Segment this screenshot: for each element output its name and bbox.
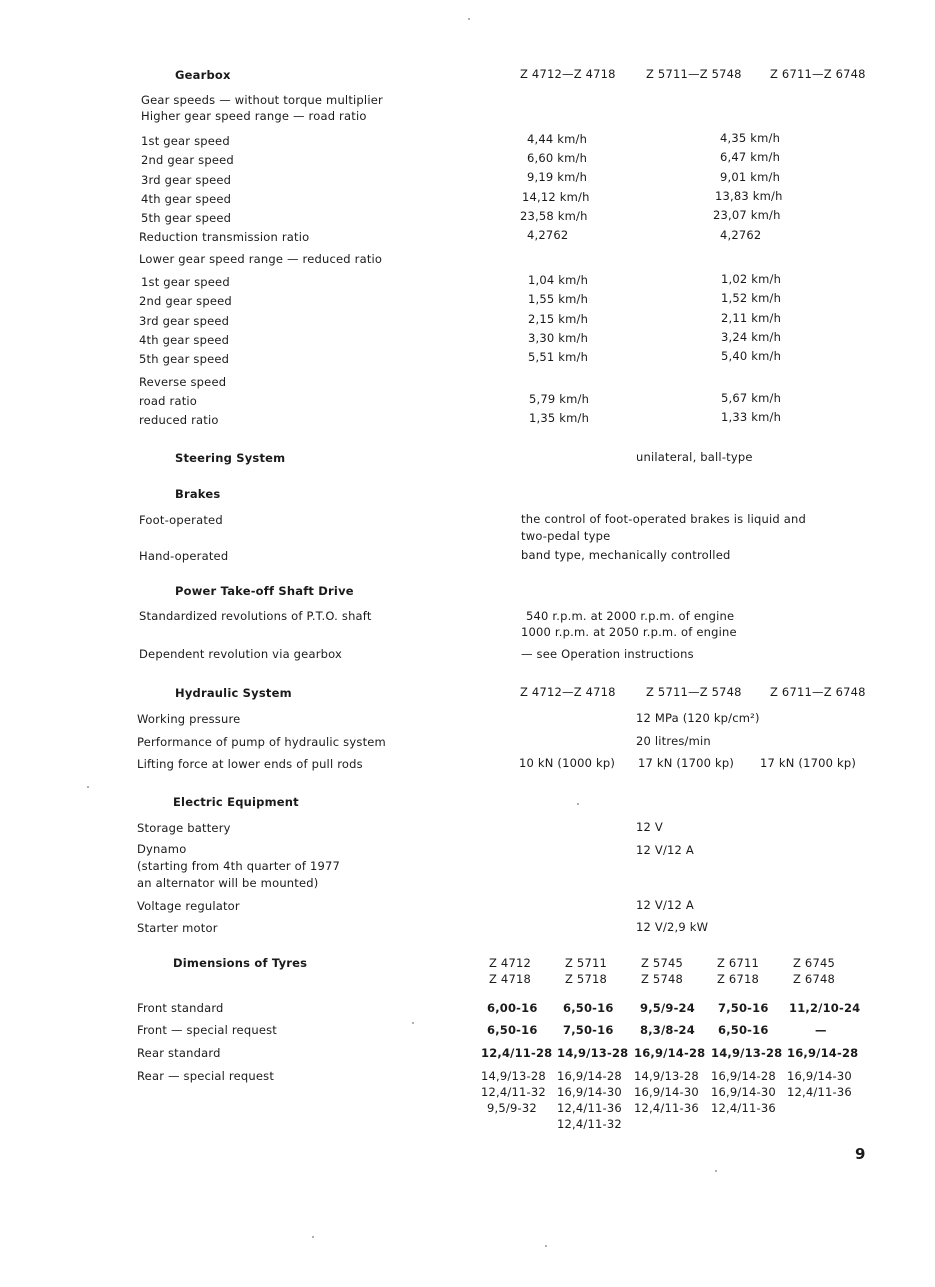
rear-spec-4-a: 16,9/14-28: [711, 1069, 776, 1083]
higher-a-4: 14,12 km/h: [522, 190, 590, 204]
higher-label-3: 3rd gear speed: [141, 173, 232, 187]
lower-label-5: 5th gear speed: [139, 352, 230, 366]
reverse-reduced-label: reduced ratio: [139, 413, 219, 427]
gearbox-title: Gearbox: [175, 68, 231, 82]
rear-spec-2-c: 12,4/11-36: [557, 1101, 622, 1115]
rear-spec-1-c: 9,5/9-32: [487, 1101, 537, 1115]
pto-std-label: Standardized revolutions of P.T.O. shaft: [139, 609, 372, 623]
tyre-header-2-top: Z 5711: [565, 956, 608, 970]
higher-b-1: 4,35 km/h: [720, 131, 781, 145]
rear-spec-2-a: 16,9/14-28: [557, 1069, 622, 1083]
rear-spec-5-b: 12,4/11-36: [787, 1085, 852, 1099]
dynamo-note-1: (starting from 4th quarter of 1977: [137, 859, 341, 873]
rear-spec-3-c: 12,4/11-36: [634, 1101, 699, 1115]
reverse-road-b: 5,67 km/h: [721, 391, 782, 405]
higher-b-2: 6,47 km/h: [720, 150, 781, 164]
pto-dep-label: Dependent revolution via gearbox: [139, 647, 343, 661]
lower-b-5: 5,40 km/h: [721, 349, 782, 363]
front-spec-1: 6,50-16: [487, 1023, 538, 1037]
tyre-header-5-top: Z 6745: [793, 956, 836, 970]
hydraulic-model-3: Z 6711—Z 6748: [770, 685, 866, 699]
pto-std-value-1: 540 r.p.m. at 2000 r.p.m. of engine: [526, 609, 735, 623]
lower-a-1: 1,04 km/h: [528, 273, 589, 287]
steering-title: Steering System: [175, 451, 286, 465]
pressure-label: Working pressure: [137, 712, 241, 726]
lower-b-4: 3,24 km/h: [721, 330, 782, 344]
page-number: 9: [855, 1145, 866, 1163]
front-spec-label: Front — special request: [137, 1023, 277, 1037]
tyre-header-2-bottom: Z 5718: [565, 972, 608, 986]
foot-brake-label: Foot-operated: [139, 513, 223, 527]
tyre-header-1-top: Z 4712: [489, 956, 532, 970]
rear-std-5: 16,9/14-28: [787, 1046, 859, 1060]
lower-label-3: 3rd gear speed: [139, 314, 230, 328]
reduction-b: 4,2762: [720, 228, 762, 242]
pump-value: 20 litres/min: [636, 734, 711, 748]
lower-a-4: 3,30 km/h: [528, 331, 589, 345]
tyre-header-4-bottom: Z 6718: [717, 972, 760, 986]
reverse-title: Reverse speed: [139, 375, 227, 389]
dynamo-note-2: an alternator will be mounted): [137, 876, 319, 890]
brakes-title: Brakes: [175, 487, 221, 501]
pressure-value: 12 MPa (120 kp/cm²): [636, 711, 760, 725]
tyre-header-5-bottom: Z 6748: [793, 972, 836, 986]
front-spec-5: —: [815, 1023, 827, 1037]
tyres-title: Dimensions of Tyres: [173, 956, 308, 970]
foot-brake-value-1: the control of foot-operated brakes is liquid and: [521, 512, 806, 526]
higher-b-5: 23,07 km/h: [713, 208, 781, 222]
rear-spec-3-a: 14,9/13-28: [634, 1069, 699, 1083]
electric-title: Electric Equipment: [173, 795, 299, 809]
lower-b-1: 1,02 km/h: [721, 272, 782, 286]
rear-std-4: 14,9/13-28: [711, 1046, 783, 1060]
lower-b-3: 2,11 km/h: [721, 311, 782, 325]
pto-dep-value: — see Operation instructions: [521, 647, 694, 661]
starter-label: Starter motor: [137, 921, 218, 935]
lift-value-2: 17 kN (1700 kp): [638, 756, 735, 770]
rear-spec-4-b: 16,9/14-30: [711, 1085, 776, 1099]
higher-b-4: 13,83 km/h: [715, 189, 783, 203]
front-std-3: 9,5/9-24: [640, 1001, 695, 1015]
pump-label: Performance of pump of hydraulic system: [137, 735, 386, 749]
regulator-label: Voltage regulator: [137, 899, 240, 913]
lower-a-2: 1,55 km/h: [528, 292, 589, 306]
reverse-reduced-a: 1,35 km/h: [529, 411, 590, 425]
battery-label: Storage battery: [137, 821, 231, 835]
front-spec-4: 6,50-16: [718, 1023, 769, 1037]
higher-label-5: 5th gear speed: [141, 211, 232, 225]
scan-speck: [87, 786, 89, 788]
rear-spec-1-b: 12,4/11-32: [481, 1085, 546, 1099]
gearbox-intro-2: Higher gear speed range — road ratio: [141, 109, 367, 123]
hand-brake-value: band type, mechanically controlled: [521, 548, 731, 562]
front-std-label: Front standard: [137, 1001, 224, 1015]
front-spec-2: 7,50-16: [563, 1023, 614, 1037]
tyre-header-4-top: Z 6711: [717, 956, 760, 970]
scan-speck: [468, 18, 470, 20]
scan-speck: [412, 1022, 414, 1024]
steering-value: unilateral, ball-type: [636, 450, 753, 464]
rear-spec-3-b: 16,9/14-30: [634, 1085, 699, 1099]
gearbox-intro-1: Gear speeds — without torque multiplier: [141, 93, 383, 107]
higher-b-3: 9,01 km/h: [720, 170, 781, 184]
starter-value: 12 V/2,9 kW: [636, 920, 709, 934]
rear-spec-5-a: 16,9/14-30: [787, 1069, 852, 1083]
regulator-value: 12 V/12 A: [636, 898, 694, 912]
tyre-header-1-bottom: Z 4718: [489, 972, 532, 986]
rear-spec-1-a: 14,9/13-28: [481, 1069, 546, 1083]
scan-speck: [715, 1170, 717, 1172]
higher-a-3: 9,19 km/h: [527, 170, 588, 184]
rear-spec-2-b: 16,9/14-30: [557, 1085, 622, 1099]
front-std-2: 6,50-16: [563, 1001, 614, 1015]
higher-label-4: 4th gear speed: [141, 192, 232, 206]
rear-std-1: 12,4/11-28: [481, 1046, 553, 1060]
battery-value: 12 V: [636, 820, 663, 834]
scan-speck: [312, 1236, 314, 1238]
front-std-5: 11,2/10-24: [789, 1001, 861, 1015]
lower-label-4: 4th gear speed: [139, 333, 230, 347]
scan-speck: [577, 803, 579, 805]
hydraulic-title: Hydraulic System: [175, 686, 292, 700]
lower-a-5: 5,51 km/h: [528, 350, 589, 364]
hydraulic-model-2: Z 5711—Z 5748: [646, 685, 742, 699]
dynamo-value: 12 V/12 A: [636, 843, 694, 857]
foot-brake-value-2: two-pedal type: [521, 529, 611, 543]
higher-label-2: 2nd gear speed: [141, 153, 234, 167]
pto-std-value-2: 1000 r.p.m. at 2050 r.p.m. of engine: [521, 625, 737, 639]
gearbox-model-3: Z 6711—Z 6748: [770, 67, 866, 81]
front-std-1: 6,00-16: [487, 1001, 538, 1015]
higher-a-5: 23,58 km/h: [520, 209, 588, 223]
lower-b-2: 1,52 km/h: [721, 291, 782, 305]
reduction-label: Reduction transmission ratio: [139, 230, 310, 244]
gearbox-model-1: Z 4712—Z 4718: [520, 67, 616, 81]
gearbox-model-2: Z 5711—Z 5748: [646, 67, 742, 81]
lift-value-1: 10 kN (1000 kp): [519, 756, 616, 770]
reduction-a: 4,2762: [527, 228, 569, 242]
higher-a-2: 6,60 km/h: [527, 151, 588, 165]
reverse-road-a: 5,79 km/h: [529, 392, 590, 406]
lift-label: Lifting force at lower ends of pull rods: [137, 757, 363, 771]
rear-spec-2-d: 12,4/11-32: [557, 1117, 622, 1131]
reverse-road-label: road ratio: [139, 394, 198, 408]
hand-brake-label: Hand-operated: [139, 549, 229, 563]
tyre-header-3-bottom: Z 5748: [641, 972, 684, 986]
higher-label-1: 1st gear speed: [141, 134, 230, 148]
rear-spec-label: Rear — special request: [137, 1069, 275, 1083]
lower-label-2: 2nd gear speed: [139, 294, 232, 308]
reverse-reduced-b: 1,33 km/h: [721, 410, 782, 424]
lower-a-3: 2,15 km/h: [528, 312, 589, 326]
tyre-header-3-top: Z 5745: [641, 956, 684, 970]
front-spec-3: 8,3/8-24: [640, 1023, 695, 1037]
scan-speck: [545, 1245, 547, 1247]
lower-label-1: 1st gear speed: [141, 275, 230, 289]
dynamo-label: Dynamo: [137, 842, 187, 856]
rear-std-label: Rear standard: [137, 1046, 221, 1060]
lower-range-title: Lower gear speed range — reduced ratio: [139, 252, 383, 266]
rear-spec-4-c: 12,4/11-36: [711, 1101, 776, 1115]
hydraulic-model-1: Z 4712—Z 4718: [520, 685, 616, 699]
rear-std-3: 16,9/14-28: [634, 1046, 706, 1060]
rear-std-2: 14,9/13-28: [557, 1046, 629, 1060]
front-std-4: 7,50-16: [718, 1001, 769, 1015]
higher-a-1: 4,44 km/h: [527, 132, 588, 146]
lift-value-3: 17 kN (1700 kp): [760, 756, 857, 770]
pto-title: Power Take-off Shaft Drive: [175, 584, 354, 598]
